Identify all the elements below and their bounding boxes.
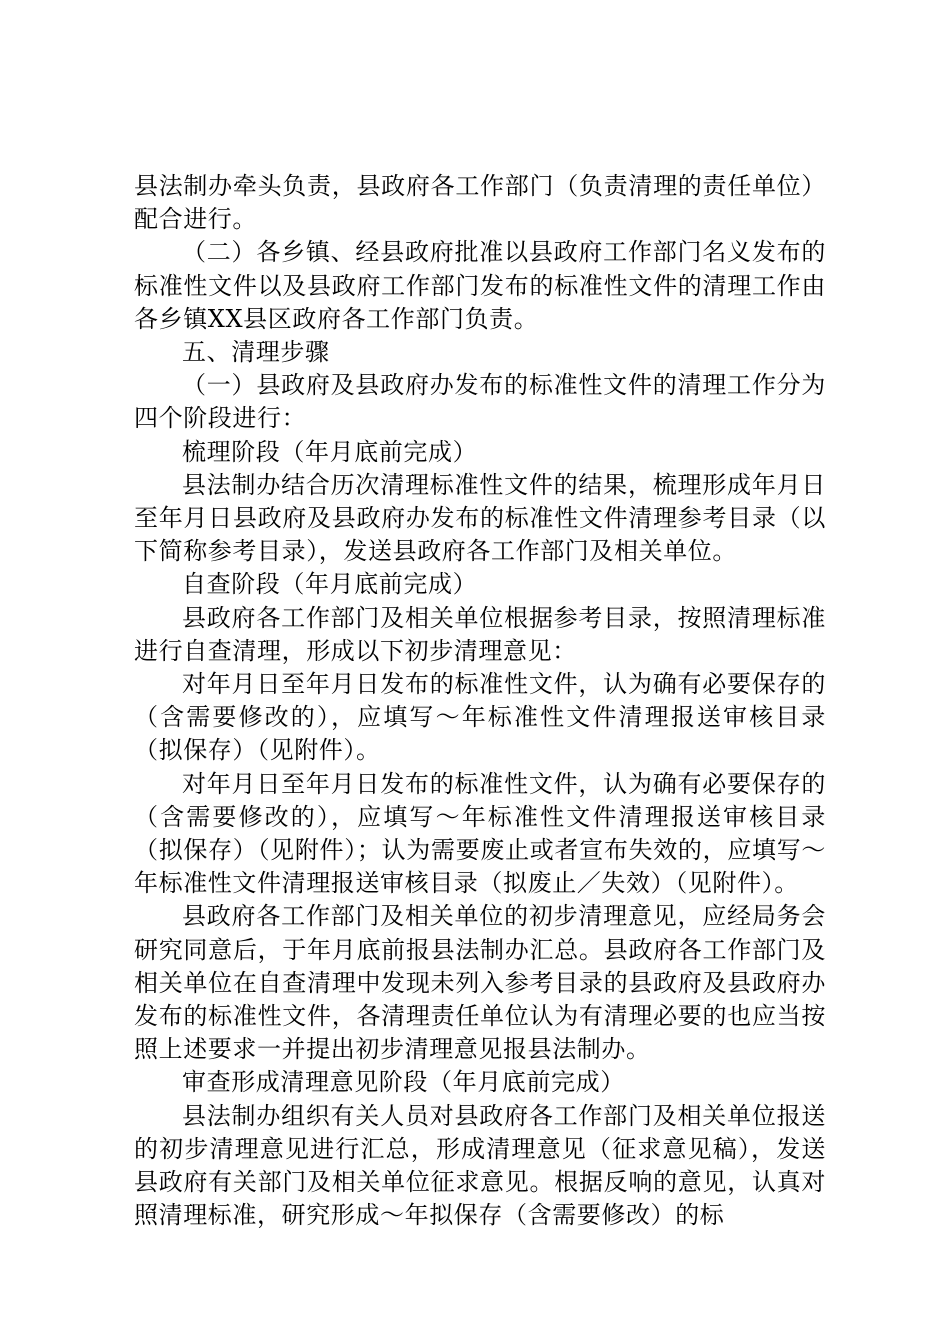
stage-heading-sorting: 梳理阶段（年月底前完成） <box>182 437 478 466</box>
paragraph-retain-documents: 对年月日至年月日发布的标准性文件，认为确有必要保存的（含需要修改的），应填写～年标准性文件清理报送审核目录（拟保存）（见附件）。 <box>134 670 826 765</box>
paragraph-township-responsibility: （二）各乡镇、经县政府批准以县政府工作部门名义发布的标准性文件以及县政府工作部门发布的标准性文件的清理工作由各乡镇XX县区政府各工作部门负责。 <box>134 238 826 333</box>
paragraph-preliminary-opinions: 县政府各工作部门及相关单位的初步清理意见，应经局务会研究同意后，于年月底前报县法制办汇总。县政府各工作部门及相关单位在自查清理中发现未列入参考目录的县政府及县政府办发布的标准性文件，各清理责任单位认为有清理必要的也应当按照上述要求一并提出初步清理意见报县法制办。 <box>134 902 826 1064</box>
paragraph-review-stage: 县法制办组织有关人员对县政府各工作部门及相关单位报送的初步清理意见进行汇总，形成清理意见（征求意见稿），发送县政府有关部门及相关单位征求意见。根据反响的意见，认真对照清理标准，研究形成～年拟保存（含需要修改）的标 <box>134 1101 826 1230</box>
paragraph-self-check-stage: 县政府各工作部门及相关单位根据参考目录，按照清理标准进行自查清理，形成以下初步清理意见： <box>134 603 826 665</box>
section-heading-cleanup-steps: 五、清理步骤 <box>182 338 330 367</box>
paragraph-retain-or-repeal: 对年月日至年月日发布的标准性文件，认为确有必要保存的（含需要修改的），应填写～年标准性文件清理报送审核目录（拟保存）（见附件）；认为需要废止或者宣布失效的，应填写～年标准性文件清理报送审核目录（拟废止／失效）（见附件）。 <box>134 769 826 898</box>
paragraph-four-stages: （一）县政府及县政府办发布的标准性文件的清理工作分为四个阶段进行： <box>134 371 826 433</box>
stage-heading-self-check: 自查阶段（年月底前完成） <box>182 570 478 599</box>
document-body <box>134 170 826 1233</box>
stage-heading-review: 审查形成清理意见阶段（年月底前完成） <box>182 1068 625 1097</box>
paragraph-sorting-stage: 县法制办结合历次清理标准性文件的结果，梳理形成年月日至年月日县政府及县政府办发布的标准性文件清理参考目录（以下简称参考目录），发送县政府各工作部门及相关单位。 <box>134 470 826 566</box>
paragraph-continuation: 县法制办牵头负责，县政府各工作部门（负责清理的责任单位）配合进行。 <box>134 172 826 234</box>
